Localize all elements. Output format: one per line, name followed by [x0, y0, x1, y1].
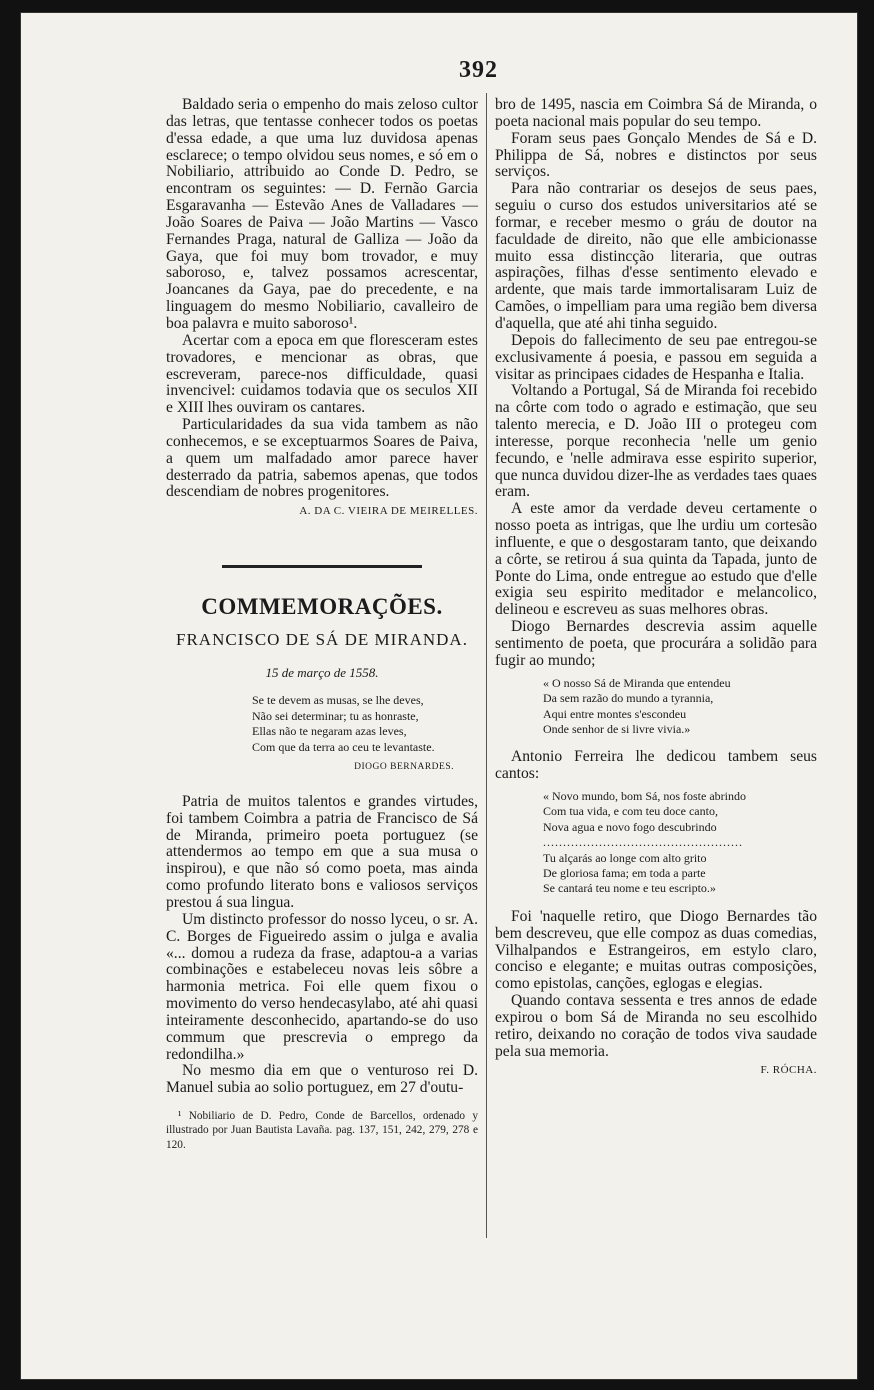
section-divider [166, 556, 478, 573]
paragraph: Diogo Bernardes descrevia assim aquelle sentimento de poeta, que procurára a solidão para fugir ao mundo; [495, 618, 817, 669]
epigraph-line: Com que da terra ao ceu te levantaste. [252, 739, 435, 754]
quote-bernardes [543, 676, 817, 738]
paragraph: Voltando a Portugal, Sá de Miranda foi recebido na côrte com todo o agrado e estimação, que seu talento merecia, e D. João III o protegeu com interesse, porque reconhecia 'nelle um genio fecundo, e 'nelle admirava esse espirito superior, que nunca duvidou dizer-lhe as verdades taes quaes eram. [495, 382, 817, 501]
paragraph: Patria de muitos talentos e grandes virtudes, foi tambem Coimbra a patria de Francisco de Sá de Miranda, primeiro poeta portuguez (se attendermos ao tempo em que a sua musa o inspirou), e que não só como poeta, mas ainda como profundo literato bons e valiosos serviços prestou á sua lingua. [166, 792, 478, 911]
page-number: 392 [459, 57, 498, 83]
quote-line: Aqui entre montes s'escondeu [543, 706, 687, 721]
author-signature: A. DA C. VIEIRA DE MEIRELLES. [299, 505, 478, 518]
article-title: FRANCISCO DE SÁ DE MIRANDA. [176, 629, 468, 649]
quote-line: Onde senhor de si livre vivia.» [543, 721, 691, 736]
left-column [166, 97, 478, 1152]
footnote: ¹ Nobiliario de D. Pedro, Conde de Barcellos, ordenado y illustrado por Juan Bautista Lavaña. pag. 137, 151, 242, 279, 278 e 120. [166, 1110, 478, 1151]
epigraph-line: Não sei determinar; tu as honraste, [252, 708, 419, 723]
paragraph: A este amor da verdade deveu certamente o nosso poeta as intrigas, que lhe urdiu um cortesão influente, e que o desgostaram tanto, que deixando a côrte, se retirou á sua quinta da Tapada, junto de Ponte do Lima, onde entregue ao estudo que d'elle exigia seu espirito meditador e melancolico, delineou e escreveu as suas melhores obras. [495, 500, 817, 619]
paragraph: Para não contrariar os desejos de seus paes, seguiu o curso dos estudos universitarios até se formar, e receber mesmo o gráu de doutor na faculdade de direito, não que elle ambicionasse muito essa distincção literaria, que outras aspirações, filhas d'esse sentimento elevado e ardente, que mais tarde immortalisaram Luiz de Camões, o impelliam para uma região bem diversa d'aquella, que até ahi tinha seguido. [495, 180, 817, 332]
paragraph: Um distincto professor do nosso lyceu, o sr. A. C. Borges de Figueiredo assim o julga e avalia «... domou a rudeza da frase, adaptou-a a varias combinações e estabeleceu novas leis sôbre a harmonia metrica. Foi elle quem fixou o movimento do verso hendecasylabo, até ahi quasi inteiramente desconhecido, apartando-se do uso commum que prescrevia o emprego da redondilha.» [166, 910, 478, 1063]
quote-line: Nova agua e novo fogo descubrindo [543, 819, 717, 834]
paragraph: Antonio Ferreira lhe dedicou tambem seus cantos: [495, 748, 817, 783]
quote-line: Tu alçarás ao longe com alto grito [543, 850, 707, 865]
section-title: COMMEMORAÇÕES. [201, 593, 443, 619]
article-date: 15 de março de 1558. [265, 664, 379, 680]
quote-line: De gloriosa fama; em toda a parte [543, 866, 706, 881]
paragraph: Foi 'naquelle retiro, que Diogo Bernardes tão bem descreveu, que elle compoz as duas comedias, Vilhalpandos e Estrangeiros, em estylo claro, conciso e elegante; e muitas outras composições, como epistolas, canções, eglogas e elegias. [495, 907, 817, 993]
author-signature: F. RÓCHA. [760, 1064, 817, 1077]
quote-ferreira [543, 789, 817, 897]
paragraph: bro de 1495, nascia em Coimbra Sá de Miranda, o poeta nacional mais popular do seu tempo. [495, 96, 817, 130]
paragraph: Particularidades da sua vida tambem as não conhecemos, e se exceptuarmos Soares de Paiva, a quem um malfadado amor parece haver desterrado da patria, sabemos apenas, que todos descendiam de nobres progenitores. [166, 416, 478, 501]
quote-line: Se cantará teu nome e teu escripto.» [543, 881, 716, 896]
quote-line: Com tua vida, e com teu doce canto, [543, 804, 718, 819]
column-divider [486, 93, 487, 1238]
quote-line: « Novo mundo, bom Sá, nos foste abrindo [543, 789, 746, 803]
quote-line: Da sem razão do mundo a tyrannia, [543, 691, 714, 706]
paragraph: No mesmo dia em que o venturoso rei D. Manuel subia ao solio portuguez, em 27 d'outu- [166, 1062, 478, 1097]
epigraph-line: Ellas não te negaram azas leves, [252, 724, 407, 739]
quote-ellipsis: .................................................. [543, 835, 743, 850]
journal-page [20, 12, 858, 1380]
paragraph: Foram seus paes Gonçalo Mendes de Sá e D. Philippa de Sá, nobres e distinctos por seus serviços. [495, 129, 817, 181]
paragraph: Acertar com a epoca em que floresceram estes trovadores, e mencionar as obras, que escreveram, parece-nos difficuldade, quasi invencivel: cuidamos todavia que os seculos XII e XIII lhes ouviram os cantares. [166, 331, 478, 417]
paragraph: Quando contava sessenta e tres annos de edade expirou o bom Sá de Miranda no seu escolhido retiro, deixando no coração de todos viva saudade pela sua memoria. [495, 992, 817, 1060]
paragraph: Depois do fallecimento de seu pae entregou-se exclusivamente á poesia, e passou em seguida a visitar as principaes cidades de Hespanha e Italia. [495, 331, 817, 383]
right-column [495, 97, 817, 1079]
epigraph-line: Se te devem as musas, se lhe deves, [252, 693, 424, 708]
paragraph: Baldado seria o empenho do mais zeloso cultor das letras, que tentasse conhecer todos os poetas d'essa edade, a que uma luz duvidosa apenas esclarece; o tempo olvidou seus nomes, e só em o Nobiliario, attribuido ao Conde D. Pedro, se encontram os seguintes: — D. Fernão Garcia Esgaravanha — Estevão Anes de Valladares — João Soares de Paiva — João Martins — Vasco Fernandes Praga, natural de Galliza — João da Gaya, que foi muy bom trovador, e muy saboroso, e, talvez possamos acrescentar, Joancanes da Gaya, pae do precedente, e na linguagem do mesmo Nobiliario, cavalleiro de boa palavra e muito saboroso¹. [166, 96, 478, 332]
quote-line: « O nosso Sá de Miranda que entendeu [543, 675, 731, 690]
epigraph [252, 693, 478, 755]
epigraph-author: DIOGO BERNARDES. [354, 762, 454, 773]
